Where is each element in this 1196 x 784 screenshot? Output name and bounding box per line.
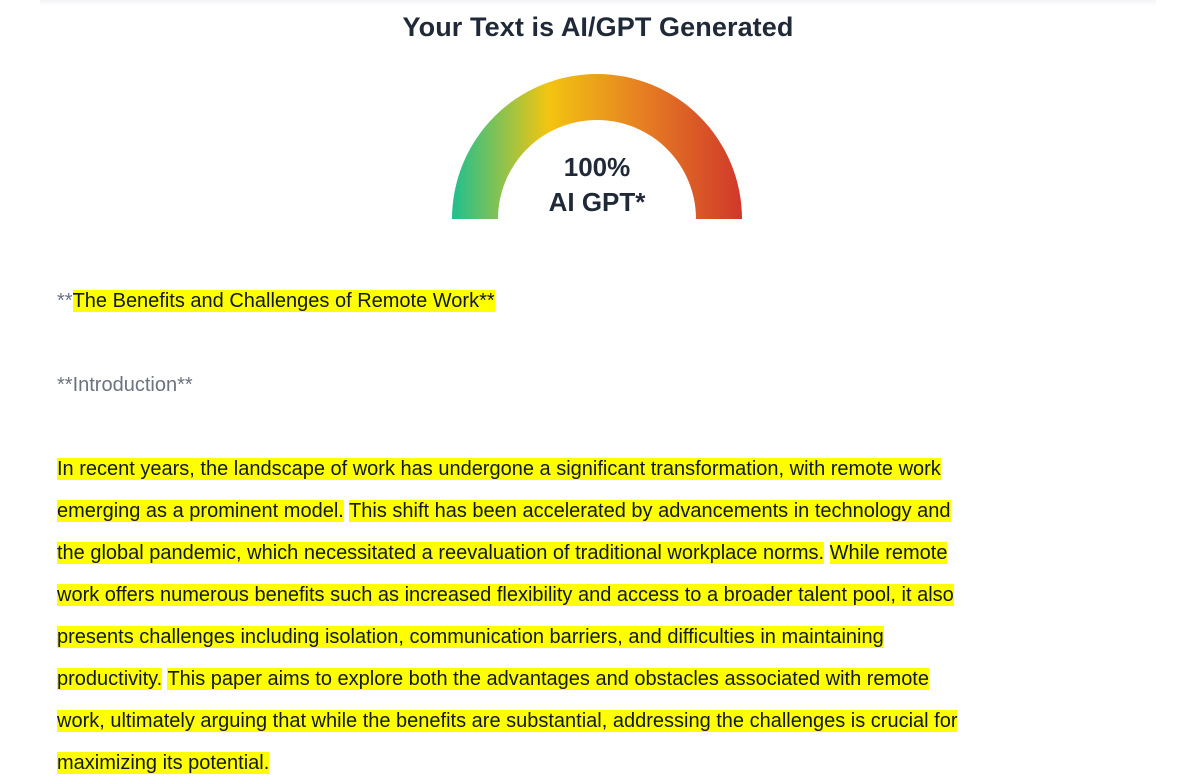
highlighted-sentence: This shift has been accelerated by advancements in technology and <box>349 500 951 522</box>
highlighted-sentence: While remote <box>829 542 948 564</box>
gauge-percent-text: 100% <box>563 152 631 182</box>
paragraph-line <box>57 574 1147 616</box>
heading-highlighted: The Benefits and Challenges of Remote Work** <box>72 290 495 312</box>
paragraph-line <box>57 616 1147 658</box>
top-edge-divider <box>40 0 1156 6</box>
document-paragraph <box>57 448 1147 784</box>
paragraph-line <box>57 448 1147 490</box>
paragraph-line <box>57 658 1147 700</box>
ai-score-gauge <box>452 74 742 219</box>
paragraph-line <box>57 700 1147 742</box>
result-title: Your Text is AI/GPT Generated <box>402 12 794 42</box>
highlighted-sentence: emerging as a prominent model. <box>57 500 344 522</box>
heading-prefix: ** <box>57 290 73 312</box>
document-heading <box>57 280 495 322</box>
highlighted-sentence: This paper aims to explore both the advantages and obstacles associated with remote <box>167 668 929 690</box>
paragraph-line <box>57 532 1147 574</box>
highlighted-sentence: productivity. <box>57 668 163 690</box>
paragraph-line <box>57 490 1147 532</box>
highlighted-sentence: the global pandemic, which necessitated a reevaluation of traditional workplace norms. <box>57 542 825 564</box>
intro-heading: **Introduction** <box>57 374 193 396</box>
highlighted-sentence: In recent years, the landscape of work has undergone a significant transformation, with remote work <box>57 458 941 480</box>
gauge-caption: AI GPT* <box>548 187 646 217</box>
highlighted-sentence: work offers numerous benefits such as increased flexibility and access to a broader talent pool, it also <box>57 584 954 606</box>
highlighted-sentence: maximizing its potential. <box>57 752 270 774</box>
paragraph-line <box>57 742 1147 784</box>
highlighted-sentence: work, ultimately arguing that while the benefits are substantial, addressing the challenges is crucial for <box>57 710 958 732</box>
highlighted-sentence: presents challenges including isolation, communication barriers, and difficulties in maintaining <box>57 626 884 648</box>
